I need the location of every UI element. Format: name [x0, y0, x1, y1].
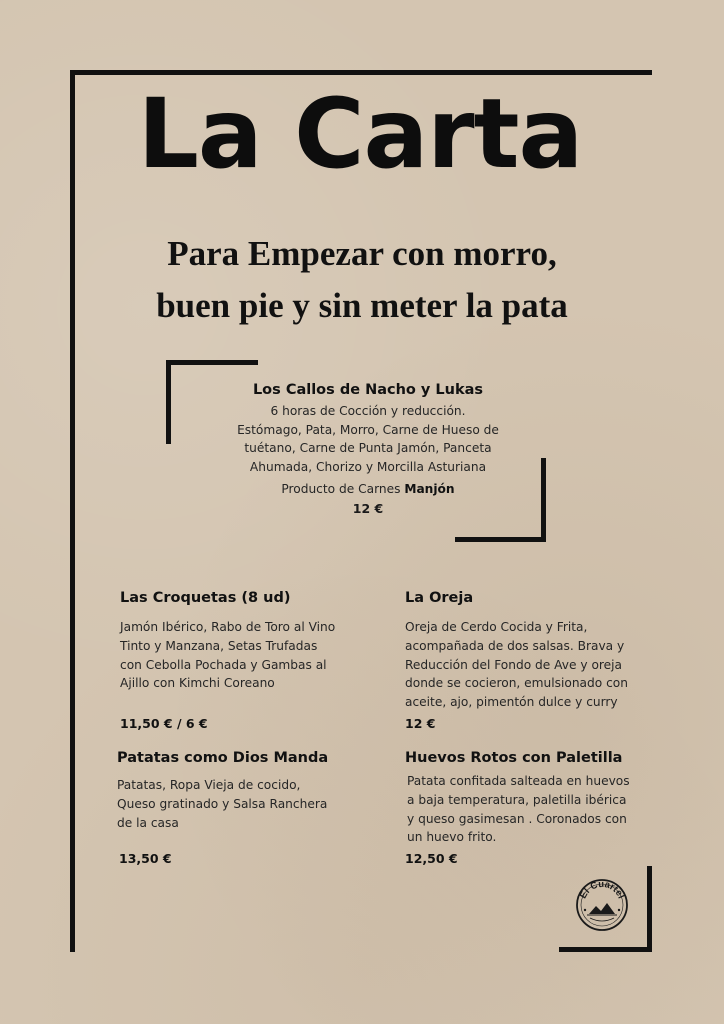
- featured-dish-description: [212, 402, 524, 476]
- subtitle-line-2: buen pie y sin meter la pata: [156, 286, 568, 325]
- description-line: 6 horas de Cocción y reducción.: [270, 404, 466, 418]
- menu-item-patatas: [117, 750, 367, 866]
- menu-item-price: 12 €: [405, 716, 436, 731]
- description-line: Patatas, Ropa Vieja de cocido,: [117, 778, 301, 792]
- menu-item-name: La Oreja: [405, 590, 474, 606]
- frame-bottom-right-horizontal: [559, 947, 652, 952]
- description-line: de la casa: [117, 815, 179, 830]
- featured-dish-price: 12 €: [352, 501, 384, 516]
- featured-dish-producer: [212, 482, 524, 496]
- description-line: Reducción del Fondo de Ave y oreja: [405, 657, 622, 672]
- menu-item-name: Huevos Rotos con Paletilla: [405, 750, 623, 766]
- featured-frame-bottom: [455, 537, 546, 542]
- featured-frame-left: [166, 360, 171, 444]
- frame-top-line: [70, 70, 652, 75]
- subtitle-line-1: Para Empezar con morro,: [167, 234, 557, 273]
- logo-text: El Cuartel: [577, 878, 627, 901]
- menu-item-croquetas: [120, 590, 370, 731]
- description-line: Patata confitada salteada en huevos: [407, 774, 630, 788]
- frame-left-line: [70, 70, 75, 952]
- featured-frame-right: [541, 458, 546, 542]
- section-subtitle: [60, 228, 664, 332]
- featured-frame-top: [166, 360, 258, 365]
- page-title: La Carta: [137, 78, 583, 190]
- description-line: Ajillo con Kimchi Coreano: [120, 676, 275, 691]
- description-line: Tinto y Manzana, Setas Trufadas: [120, 638, 318, 653]
- menu-item-oreja: [405, 590, 655, 731]
- menu-item-name: Las Croquetas (8 ud): [120, 590, 291, 606]
- menu-item-description: [117, 776, 367, 832]
- menu-item-price: 11,50 € / 6 €: [120, 716, 208, 731]
- description-line: donde se cocieron, emulsionado con: [405, 676, 628, 691]
- menu-item-name: Patatas como Dios Manda: [117, 750, 329, 766]
- menu-item-description: [120, 618, 370, 693]
- producer-prefix: Producto de Carnes: [281, 482, 405, 496]
- menu-item-huevos-rotos: [405, 750, 655, 866]
- description-line: Jamón Ibérico, Rabo de Toro al Vino: [120, 620, 336, 634]
- menu-item-description: [405, 618, 655, 712]
- frame-bottom-right-vertical: [647, 866, 652, 952]
- description-line: a baja temperatura, paletilla ibérica: [407, 792, 627, 807]
- featured-dish-name: Los Callos de Nacho y Lukas: [252, 382, 484, 398]
- description-line: Oreja de Cerdo Cocida y Frita,: [405, 620, 588, 634]
- featured-dish: [212, 382, 524, 516]
- description-line: aceite, ajo, pimentón dulce y curry: [405, 695, 618, 710]
- producer-name: Manjón: [404, 482, 455, 496]
- menu-item-description: [407, 772, 655, 847]
- restaurant-badge-icon: [575, 878, 629, 932]
- description-line: tuétano, Carne de Punta Jamón, Panceta: [244, 441, 492, 455]
- description-line: con Cebolla Pochada y Gambas al: [120, 657, 327, 672]
- description-line: un huevo frito.: [407, 830, 497, 845]
- description-line: Estómago, Pata, Morro, Carne de Hueso de: [237, 422, 499, 437]
- svg-text:El Cuartel: [578, 879, 627, 901]
- menu-item-price: 13,50 €: [119, 851, 172, 866]
- menu-item-price: 12,50 €: [405, 851, 458, 866]
- description-line: Queso gratinado y Salsa Ranchera: [117, 796, 328, 811]
- description-line: acompañada de dos salsas. Brava y: [405, 638, 625, 653]
- description-line: Ahumada, Chorizo y Morcilla Asturiana: [249, 459, 487, 474]
- description-line: y queso gasimesan . Coronados con: [407, 811, 627, 826]
